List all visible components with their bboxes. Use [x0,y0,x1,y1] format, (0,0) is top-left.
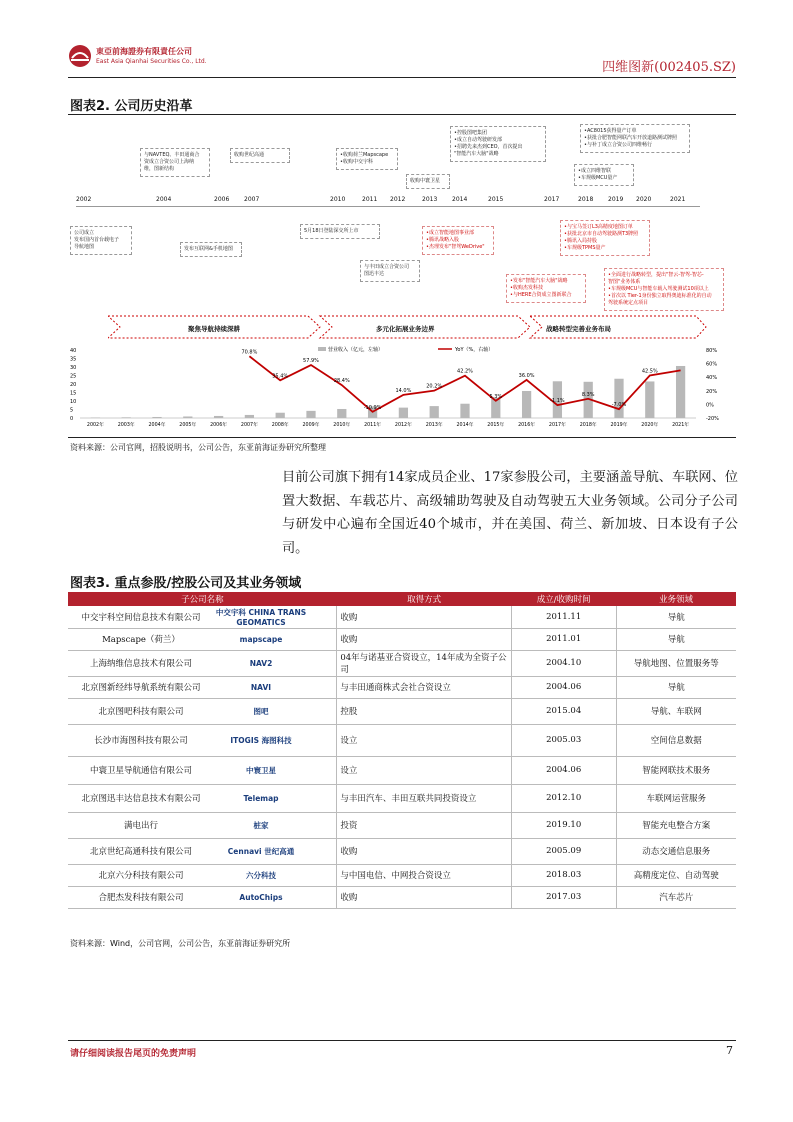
phase-2: 多元化拓展业务边界 [376,325,435,333]
table-row [68,650,736,676]
event-2021-red: •全面进行战略转型，提出"智云-智驾-智芯- 智图"业务体系 •车规级MCU与智能车载入驾驶测试10项以上 •首次以 Tier-1身份独立取得奥迪标准化的自动 驾驶系统定点项目 [604,268,724,311]
acquisition-method: 与丰田通商株式会社合资设立 [337,676,511,698]
business-field: 导航 [616,606,736,628]
x-tick-label: 2015年 [487,423,505,428]
y-tick-right: 0% [706,402,714,409]
event-2018-red: •与宝马签订L3高精度地图订单 •获批北京市自动驾驶路测T3牌照 •腾讯入局持股 •车规级TPMS量产 [560,220,650,256]
event-2012: 收购中寰卫星 [406,174,450,189]
th-field: 业务领域 [616,592,736,606]
table-row [68,812,736,838]
business-field: 智能充电整合方案 [616,812,736,838]
acquisition-method: 与中国电信、中网投合资设立 [337,864,511,886]
company-logo: 图吧 [253,706,269,716]
acquisition-method: 设立 [337,724,511,756]
data-label: 8.3% [581,391,595,398]
business-field: 导航、车联网 [616,698,736,724]
row-name-cell [68,864,337,886]
acquisition-time: 2004.06 [511,676,616,698]
data-label: -10.9% [363,404,382,411]
revenue-bar [152,417,161,418]
stock-ticker: 四维图新(002405.SZ) [602,60,736,75]
table-row [68,724,736,756]
company-name: 合肥杰发科技有限公司 [98,893,184,903]
company-name-en: East Asia Qianhai Securities Co., Ltd. [96,58,207,65]
company-logo: Cennavi 世纪高通 [227,846,295,856]
acquisition-time: 2015.04 [511,698,616,724]
business-field: 高精度定位、自动驾驶 [616,864,736,886]
disclaimer-note: 请仔细阅读报告尾页的免责声明 [70,1049,197,1059]
company-name: 北京图新经纬导航系统有限公司 [81,683,201,693]
table-row [68,628,736,650]
year-label: 2014 [452,196,468,203]
figure3-title: 图表3. 重点参股/控股公司及其业务领域 [70,576,302,591]
company-name: Mapscape（荷兰） [102,635,180,645]
figure2-bottom-rule [68,437,736,438]
row-name-cell [68,650,337,676]
y-tick-right: 40% [706,375,718,382]
event-2012-tf: 与丰田成立合资公司 图迅丰达 [360,260,420,282]
revenue-bar [91,417,100,418]
page-number: 7 [726,1044,733,1057]
acquisition-time: 2019.10 [511,812,616,838]
data-label: 70.8% [241,349,258,356]
data-label: 5.3% [489,393,503,400]
data-label: 42.5% [641,368,658,375]
business-field: 导航地图、位置服务等 [616,650,736,676]
revenue-bar [122,417,131,418]
timeline-axis [76,206,700,207]
company-name: 长沙市海图科技有限公司 [94,736,188,746]
row-name-cell [68,724,337,756]
revenue-bar [460,404,469,418]
company-name: 上海纳维信息技术有限公司 [89,659,192,669]
y-tick-left: 15 [70,390,77,397]
revenue-bar [430,406,439,418]
body-paragraph: 目前公司旗下拥有14家成员企业、17家参股公司，主要涵盖导航、车联网、位置大数据、车载芯片、高级辅助驾驶及自动驾驶五大业务领域。公司分子公司与研发中心遍布全国近40个城市，并在美国、荷兰、新加坡、日本设有子公司。 [282,470,738,556]
company-name: 中交宇科空间信息技术有限公司 [81,612,201,623]
x-tick-label: 2010年 [333,423,351,428]
figure2-title: 图表2. 公司历史沿革 [70,99,193,114]
x-tick-label: 2019年 [610,423,628,428]
row-name-cell [68,676,337,698]
data-label: 14.0% [395,387,412,394]
revenue-chart [68,344,736,436]
data-label: -7.0% [611,402,627,409]
event-2017: •成立四维智联 •车规级MCU量产 [574,164,634,186]
acquisition-method: 收购 [337,606,511,628]
data-label: 42.2% [457,368,473,375]
table-row [68,838,736,864]
x-tick-label: 2003年 [117,423,135,428]
th-time: 成立/收购时间 [511,592,616,606]
year-label: 2002 [76,196,92,203]
company-name: 北京世纪高通科技有限公司 [89,847,192,857]
row-name-cell [68,698,337,724]
x-tick-label: 2009年 [302,423,320,428]
y-tick-left: 35 [70,356,77,363]
legend-bar-label: 营业收入（亿元，左轴） [328,347,384,353]
business-field: 导航 [616,676,736,698]
event-2010-ipo: 5月18日登陆深交所上市 [300,224,380,239]
revenue-bar [214,416,223,418]
company-name: 满电出行 [123,821,158,831]
th-name: 子公司名称 [68,592,337,606]
business-field: 汽车芯片 [616,886,736,908]
year-label: 2012 [390,196,406,203]
year-label: 2018 [578,196,594,203]
year-label: 2019 [608,196,624,203]
x-tick-label: 2006年 [210,423,228,428]
data-label: 20.2% [426,383,443,390]
event-2006: 收购世纪高通 [230,148,290,163]
x-tick-label: 2004年 [148,423,166,428]
revenue-bar [399,408,408,418]
revenue-bar [245,415,254,418]
x-tick-label: 2017年 [548,423,566,428]
data-label: 35.4% [272,373,289,380]
row-name-cell [68,812,337,838]
acquisition-method: 04年与诺基亚合资设立，14年成为全资子公司 [337,650,511,676]
year-label: 2017 [544,196,560,203]
phase-1: 聚焦导航持续深耕 [188,325,240,333]
footer-rule [68,1040,736,1041]
subsidiary-table [68,592,736,909]
x-tick-label: 2014年 [456,423,474,428]
event-2010: •收购荷兰Mapscape •收购中交宇科 [336,148,398,170]
x-tick-label: 2007年 [240,423,258,428]
acquisition-time: 2004.10 [511,650,616,676]
company-logo: 桩家 [253,820,269,830]
event-2014: •控股图吧集团 •成立自动驾驶研发部 •招聘先来杰到CEO，首次提出 "智能汽车大脑"战略 [450,126,546,162]
revenue-bar [276,413,285,418]
row-name-cell [68,606,337,628]
data-label: -1.1% [550,398,565,405]
event-2014-red: •成立智能地图事业部 •腾讯战略入股 •杰理发布"智驾WeDrive" [422,226,494,255]
y-tick-left: 40 [70,348,77,354]
company-name: 北京图迅丰达信息技术有限公司 [81,794,201,804]
x-tick-label: 2008年 [271,423,289,428]
year-label: 2013 [422,196,438,203]
acquisition-time: 2011.01 [511,628,616,650]
table-row [68,756,736,784]
acquisition-method: 控股 [337,698,511,724]
y-tick-left: 25 [70,373,77,380]
revenue-bar [676,366,685,418]
company-name: 北京图吧科技有限公司 [98,707,184,717]
year-label: 2020 [636,196,652,203]
company-logo: 中交宇科 CHINA TRANS GEOMATICS [215,607,307,627]
x-tick-label: 2013年 [425,423,443,428]
figure2-source: 资料来源：公司官网，招股说明书，公司公告，东亚前海证券研究所整理 [70,443,326,452]
data-label: 28.4% [333,378,350,385]
company-logo: 中寰卫星 [246,765,276,775]
business-field: 动态交通信息服务 [616,838,736,864]
row-name-cell [68,784,337,812]
x-tick-label: 2016年 [518,423,536,428]
y-tick-right: 80% [706,348,718,354]
acquisition-time: 2005.03 [511,724,616,756]
y-tick-left: 0 [70,416,74,422]
y-tick-right: -20% [706,416,719,422]
revenue-bar [337,409,346,418]
table-header [68,592,736,606]
table-row [68,864,736,886]
company-name: 北京六分科技有限公司 [98,871,184,881]
figure3-source: 资料来源：Wind，公司官网，公司公告，东亚前海证券研究所 [70,939,291,948]
legend-bar-swatch [318,347,326,351]
table-row [68,676,736,698]
company-name: 中寰卫星导航通信有限公司 [89,766,192,776]
page-header [68,42,736,78]
th-method: 取得方式 [337,592,511,606]
business-field: 空间信息数据 [616,724,736,756]
row-name-cell [68,886,337,908]
y-tick-left: 10 [70,399,77,405]
table-row [68,886,736,908]
x-tick-label: 2018年 [579,423,597,428]
company-logo: AutoChips [239,892,283,902]
acquisition-time: 2011.11 [511,606,616,628]
data-label: 36.0% [518,372,535,379]
company-logo: NAV2 [249,658,273,668]
x-tick-label: 2005年 [179,423,197,428]
company-logo: 六分科技 [246,870,276,880]
phase-3: 战略转型完善业务布局 [546,325,611,333]
business-field: 智能网联技术服务 [616,756,736,784]
acquisition-time: 2018.03 [511,864,616,886]
acquisition-method: 设立 [337,756,511,784]
revenue-bar [522,391,531,418]
business-field: 导航 [616,628,736,650]
x-tick-label: 2020年 [641,423,659,428]
revenue-bar [645,381,654,418]
year-label: 2010 [330,196,346,203]
table-row [68,698,736,724]
event-2004: 与NAVTEQ、丰田通商合 资成立合资公司上海纳 维，图新结构 [140,148,210,177]
business-field: 车联网运营服务 [616,784,736,812]
y-tick-left: 20 [70,382,77,388]
row-name-cell [68,838,337,864]
company-logo: NAVI [250,682,272,692]
event-2016-red: •发布"智能汽车大脑"战略 •收购杰发科技 •与HERE合资成立图新联合 [506,274,586,303]
figure2-rule [68,114,736,115]
revenue-bar [306,411,315,418]
year-label: 2004 [156,196,172,203]
event-2019: •AC8015获得量产订单 •获批合肥智能网联汽车开放道路测试牌照 •与补丁成立合资公司四维畅行 [580,124,690,153]
company-logo: mapscape [239,634,283,644]
revenue-bar [614,379,623,418]
legend-line-label: YoY（%，右轴） [455,347,494,353]
company-logo-icon [68,44,92,68]
acquisition-method: 收购 [337,628,511,650]
acquisition-time: 2004.06 [511,756,616,784]
acquisition-method: 收购 [337,886,511,908]
year-label: 2011 [362,196,378,203]
event-2002: 公司成立 发布国内首台载电子 导航地图 [70,226,132,255]
acquisition-method: 投资 [337,812,511,838]
row-name-cell [68,628,337,650]
revenue-bar [183,416,192,418]
acquisition-time: 2012.10 [511,784,616,812]
event-2005: 发布互联网&手机地图 [180,242,242,257]
acquisition-method: 与丰田汽车、丰田互联共同投资设立 [337,784,511,812]
company-logo: ITOGIS 海图科技 [230,735,292,745]
y-tick-left: 5 [70,407,74,414]
x-tick-label: 2012年 [394,423,412,428]
x-tick-label: 2021年 [672,423,690,428]
company-logo: Telemap [243,793,279,803]
year-label: 2015 [488,196,504,203]
x-tick-label: 2011年 [364,423,382,428]
table-row [68,784,736,812]
year-label: 2006 [214,196,230,203]
acquisition-time: 2017.03 [511,886,616,908]
data-label: 57.9% [303,358,319,365]
year-label: 2021 [670,196,686,203]
acquisition-method: 收购 [337,838,511,864]
y-tick-left: 30 [70,365,77,371]
history-timeline [68,118,736,436]
row-name-cell [68,756,337,784]
x-tick-label: 2002年 [86,423,104,428]
table-row [68,606,736,628]
year-label: 2007 [244,196,260,203]
acquisition-time: 2005.09 [511,838,616,864]
y-tick-right: 60% [706,361,718,368]
y-tick-right: 20% [706,388,718,395]
company-name-cn: 東亞前海證券有限責任公司 [96,47,192,56]
